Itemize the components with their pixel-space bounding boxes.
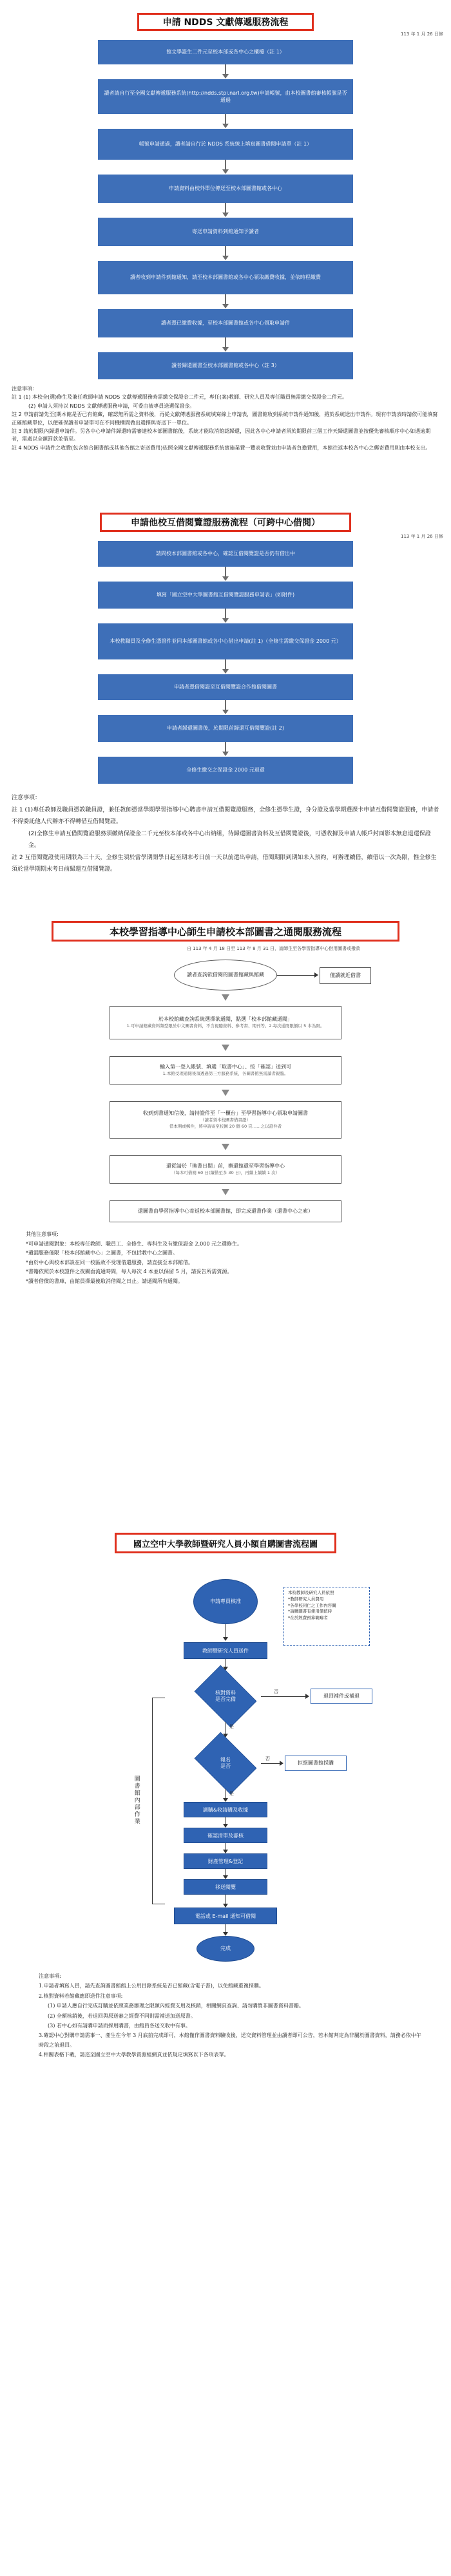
ndds-step-1: 館文學證生二件元至校本部或各中心之櫃檯（註 1） xyxy=(98,40,353,64)
circ-note-1: *可申請通閱對象：本校專任教師、職員工、全修生、專科生及有繳保證金 2,000 元之選修生。 xyxy=(26,1240,242,1247)
section-purchase xyxy=(0,1417,451,2576)
inter-arrow-1 xyxy=(225,567,226,577)
circ-step-3-text: 輸入第一登入帳號、填選「取書中心」、按「確認」送到可 xyxy=(160,1064,291,1070)
purch-yes1-label: 是 xyxy=(229,1724,234,1729)
purch-rule-text: 本校教師及研究人員依照 *教師研究人員費用 *各學校同仁之工作內容關 *請購圖書有使用價值時 *在於經費預算範疇者 xyxy=(288,1590,336,1620)
circ-arrow-4 xyxy=(222,1144,229,1150)
section-circulation xyxy=(0,908,451,1365)
inter-title: 申請他校互借閱覽證服務流程（可跨中心借閱） xyxy=(100,513,351,532)
ndds-arrow-1 xyxy=(225,64,226,75)
ndds-arrow-4 xyxy=(225,203,226,213)
inter-step-2: 填寫「國立空中大學圖書館互借閱覽證服務申請表」(如附件) xyxy=(98,582,353,609)
section-interlibrary xyxy=(0,502,451,873)
circ-arrow-3 xyxy=(222,1090,229,1096)
ndds-arrow-2 xyxy=(225,114,226,124)
circ-arrow-2 xyxy=(222,1045,229,1051)
inter-step-4: 申請者憑借閱證至互借閱覽證合作館借閱圖書 xyxy=(98,674,353,700)
circ-notes-label: 其他注意事項: xyxy=(26,1231,59,1237)
circ-step-5-text: 還從請於「換書日期」前，辦還館還至學習指導中心 xyxy=(166,1163,285,1170)
purch-step-5: 移送閱覽 xyxy=(184,1879,267,1895)
ndds-step-8: 讀者歸還圖書至校本部圖書館或各中心（註 3） xyxy=(98,352,353,379)
purch-diamond-1 xyxy=(190,1671,261,1722)
ndds-step-6: 讀者收到申請件到館通知，請至校本部圖書館或各中心領取繳費收據，並依時程繳費 xyxy=(98,261,353,294)
purch-end-1: 電話或 E-mail 通知可借閱 xyxy=(174,1908,277,1924)
inter-note-2: (2)全修生申請互借閱覽證服務須繳納保證金二千元至校本部或各中心出納組，待歸還圖書資料及互借閱覽證後，可憑收據及申請人帳戶封面影本無息退還保證金。 xyxy=(28,831,431,849)
ndds-note-2: (2) 申請人須持以 NDDS 文獻傳遞服務申請，可委由被專員送選保證金。 xyxy=(28,402,195,409)
purch-line-3 xyxy=(225,1722,226,1735)
purch-yes2-label: 是 xyxy=(229,1791,234,1796)
circ-start-text: 讀者查詢欲借閱的圖書館藏與館藏 xyxy=(187,972,264,978)
ndds-notes xyxy=(12,385,439,453)
purch-no2-line xyxy=(261,1763,280,1764)
purch-return-1 xyxy=(311,1689,372,1704)
purch-note-7: 4.相關表格下載，請逕至國立空中大學教學資源組網頁並依規定填寫以下各項表單。 xyxy=(39,2052,229,2058)
purch-step-2: 調購&收請購及收據 xyxy=(184,1802,267,1817)
inter-note-1: 註 1 (1)專任教師及職員憑教職員證，兼任教師憑當學期學習指導中心聘書申請互借閱覽證服務，全修生憑學生證，身分證及當學期選課卡申請互借閱覽證服務，申請者不得委託他人代辦亦不得轉借互借閱覽證。 xyxy=(12,807,439,825)
ndds-note-4: 註 3 請於期限內歸還申請件。另各中心申請件歸還時需審達校本部圖書館後，系統才能取消館認歸還，因此各中心申請者須於期限前三個工作天歸還圖書並按優先審核順序中心如遇逾期者，需處以全額罰款並借至。 xyxy=(12,428,431,442)
circ-note-4: *書籍依照於本校證件之夜關面流通時間，每人每次 4 本並以保留 5 月，請妥告所需資源。 xyxy=(26,1269,233,1275)
purch-return-1-text: 退回補件或補退 xyxy=(323,1693,360,1699)
circ-side-note-text: 僅讀就近借書 xyxy=(330,972,361,978)
inter-step-1: 請問校本部圖書館或各中心，確認互借閱覽證是否仍有借出中 xyxy=(98,541,353,567)
circ-side-line xyxy=(277,975,316,976)
inter-step-5: 申請者歸還圖書後，於期限前歸還互借閱覽證(註 2) xyxy=(98,715,353,742)
inter-arrow-3 xyxy=(225,659,226,670)
circ-step-4-sub2: 借本期或郵件，將申請寄至校園 20 個 60 頁……之以證件者 xyxy=(169,1124,282,1129)
purch-dept-text: 圖書館內部作業 xyxy=(133,1775,140,1825)
circ-side-note xyxy=(320,967,371,984)
inter-step-3: 本校教職員及全修生憑證件並同本部圖書館或各中心借出申請(註 1)（全修生需繳交保證金 2000 元） xyxy=(98,623,353,659)
ndds-note-3: 註 2 申請前請先至[期本館是否已有館藏，確認無所需之資料後，再從文獻傳遞服務系統填寫線上申請表，圖書館收到系統申請件通知後，將於系統送出申請件。現有申請表時請依可能填寫正確館藏單位，以便確保讀者申請單可在不同機構間做出選擇與寄送下一單位。 xyxy=(12,412,438,426)
circ-notes xyxy=(26,1230,425,1287)
purch-return-2 xyxy=(285,1756,347,1771)
purch-return-2-text: 拒絕圖書館採購 xyxy=(298,1760,334,1766)
circ-arrow-5 xyxy=(222,1189,229,1195)
purch-notes xyxy=(39,1972,425,2061)
purch-step-4: 財產管理&登記 xyxy=(184,1853,267,1869)
circ-step-5 xyxy=(110,1155,341,1184)
circ-title: 本校學習指導中心師生申請校本部圖書之通閱服務流程 xyxy=(52,921,399,942)
ndds-arrow-5 xyxy=(225,246,226,256)
ndds-step-5: 寄送申請資料到館通知予讀者 xyxy=(98,218,353,246)
circ-start xyxy=(174,960,277,990)
purch-note-5: (3) 若中心如有請購申請而採用購書，由館員各送交收中有事。 xyxy=(48,2022,191,2029)
circ-note-5: *讀者借償的書庫，由館員擇最後取消借閱之日止。請通閱所有通閱。 xyxy=(26,1278,183,1284)
circ-step-6-text: 還圖書由學習指導中心寄返校本部圖書館，即完成還書作業（還書中心之索） xyxy=(138,1208,313,1214)
purch-end-2: 完成 xyxy=(197,1936,254,1962)
purch-start: 申請專員核准 xyxy=(193,1579,258,1624)
inter-notes xyxy=(12,792,439,876)
circ-step-3 xyxy=(110,1056,341,1084)
purch-bracket-v xyxy=(152,1698,153,1904)
ndds-notes-label: 注意事項： xyxy=(12,386,37,392)
purch-diamond-2 xyxy=(190,1738,261,1789)
circ-step-5-sub: （每本可借閱 60 日(續借至多 30 日)，再續上續續 1 次） xyxy=(171,1170,280,1176)
ndds-note-5: 註 4 NDDS 申請件之收費(包含館合圖書館或其他各館之寄送費用)依照全國文獻傳遞服務系統實施業費一覽表收費並由申請者負擔費用，本館往返本校各中心之郵寄費用則由本校支出。 xyxy=(12,444,431,451)
inter-arrow-2 xyxy=(225,609,226,619)
purch-no2-arrowhead xyxy=(280,1761,283,1766)
purch-step-1: 教師暨研究人員送件 xyxy=(184,1642,267,1659)
ndds-date: 113 年 1 月 26 日修 xyxy=(401,32,443,37)
circ-note-2: *遺漏服務僅限「校本部館藏中心」之圖書，不包括教中心之圖書。 xyxy=(26,1250,178,1256)
ndds-step-7: 讀者憑已繳費收據，至校本部圖書館或各中心領取申請件 xyxy=(98,309,353,337)
purch-note-2: 2.核對資料若館藏應即送件注意事項: xyxy=(39,1993,123,1999)
purch-dept-label xyxy=(128,1719,144,1880)
circ-subtitle: 自 113 年 4 月 18 日至 113 年 8 月 31 日，請師生至各學習指導中心借用圖書或撥款 xyxy=(187,946,361,951)
inter-step-6: 全修生繳交之保證金 2000 元退還 xyxy=(98,757,353,784)
purch-no2-label: 否 xyxy=(265,1756,270,1761)
circ-step-6 xyxy=(110,1200,341,1222)
circ-side-arrow xyxy=(314,972,318,978)
purch-note-3: (1) 申請人應自行完成訂購並依照業務辦理之限額內經費支用及核銷，相關網頁查詢、請勿購買非圖書資料書籍。 xyxy=(48,2003,304,2009)
purch-no1-arrowhead xyxy=(305,1694,309,1699)
section-ndds xyxy=(0,0,451,451)
circ-step-4 xyxy=(110,1101,341,1139)
ndds-arrow-3 xyxy=(225,160,226,170)
purch-no1-line xyxy=(261,1696,306,1697)
ndds-arrow-7 xyxy=(225,337,226,348)
circ-step-4-sub: （讀者須本校圖書借書證） xyxy=(200,1117,251,1123)
purch-line-1 xyxy=(225,1624,226,1638)
purch-diamond-1-text: 核對資料 是否完備 xyxy=(215,1689,236,1702)
circ-note-3: *由於中心與校本部設在同一校區故不受理借還服務，請直接至本部館借。 xyxy=(26,1259,193,1265)
circ-step-2-text: 於本校館藏查詢系統選擇欲通閱，點選「校本部館藏通閱」 xyxy=(158,1016,293,1023)
circ-step-2-sub: 1.可申請館藏資料類型限於中文圖書資料，不含視聽資料、參考書、期刊等。2.每次通閱限額以 5 本為限。 xyxy=(126,1023,325,1029)
inter-notes-label: 注意事項： xyxy=(12,795,41,801)
inter-arrow-5 xyxy=(225,742,226,752)
inter-note-3: 註 2 互借閱覽證使用期限為三十天，全修生須於當學期開學日起至期末考日前一天以前還出申請，借閱期限到期如未入預約，可辦理續借，續借以一次為限，惟全修生須於當學期期末考日前歸還互借閱覽證。 xyxy=(12,855,437,873)
purch-step-3: 確認清單及審核 xyxy=(184,1828,267,1843)
ndds-step-2: 讀者請自行至全國文獻傳遞服務系統(http://ndds.stpi.narl.org.tw)申請帳號，由本校圖書館審核帳號是否通過 xyxy=(98,79,353,114)
inter-date: 113 年 1 月 26 日修 xyxy=(401,534,443,539)
purch-notes-label: 注意事項: xyxy=(39,1973,61,1979)
ndds-arrow-6 xyxy=(225,294,226,305)
circ-step-3-sub: 1.本館受理通閱後須透過第三方服務系統，各圖書館無需讀者親臨。 xyxy=(162,1071,289,1077)
purch-no1-label: 否 xyxy=(274,1689,278,1694)
inter-arrow-4 xyxy=(225,700,226,710)
ndds-step-4: 申請資料由校外單位傳送至校本部圖書館或各中心 xyxy=(98,175,353,203)
purch-note-4: (2) 全額核銷後，若退回與原送審之經費不同則需補送加送原書。 xyxy=(48,2012,196,2019)
purch-note-1: 1.申請者填寫人員，請先查詢圖書館館上公用目錄系統是否已館藏(含電子書)，以免館藏重複採購。 xyxy=(39,1983,264,1989)
purch-arrowhead-1 xyxy=(223,1637,228,1641)
ndds-note-1: 註 1 (1) 本校全(選)修生及兼任教師申請 NDDS 文獻傳遞服務時需繳交保證金二件元，專任(案)教師、研究人員及專任職員無需繳交保證金二件元。 xyxy=(12,394,347,401)
purch-title: 國立空中大學教師暨研究人員小額自購圖書流程圖 xyxy=(115,1533,336,1553)
circ-arrow-1 xyxy=(222,994,229,1001)
circ-step-4-text: 收到到書通知信後，請持證件至「一櫃台」至學習指導中心領取申請圖書 xyxy=(143,1110,308,1117)
circ-step-2 xyxy=(110,1006,341,1039)
purch-rule-box xyxy=(283,1587,370,1646)
ndds-step-3: 帳號申請通過，讀者請自行於 NDDS 系統線上填寫圖書借閱申請單（註 1） xyxy=(98,129,353,160)
purch-diamond-2-text: 報名 是否 xyxy=(220,1756,231,1769)
purch-note-6: 3.確認中心對購申請需事一、產生在今年 3 月底前完成即可，本館僅作圖書資料驗收後，送交資料管理並由讀者即可公告，若本館判定為非屬於圖書資料，請務必依中午時段之前退回。 xyxy=(39,2032,421,2048)
ndds-title: 申請 NDDS 文獻傳遞服務流程 xyxy=(137,13,314,31)
